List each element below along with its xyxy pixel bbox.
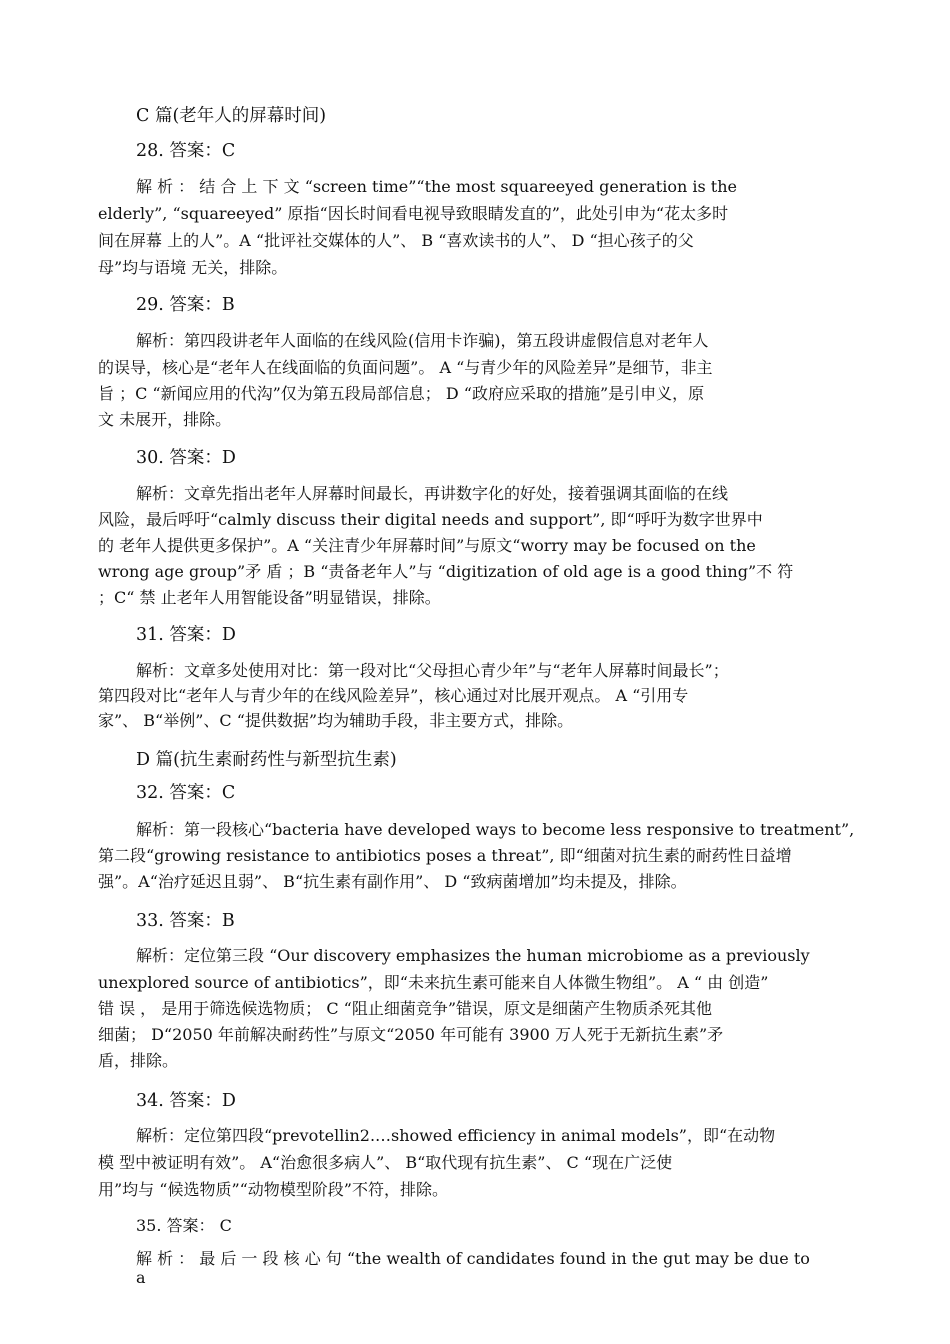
explanation-33-line-2: unexplored source of antibiotics”，即“未来抗生素可能来自人体微生物组”。 A “ 由 创造” [98, 973, 769, 992]
explanation-33-line-5: 盾，排除。 [98, 1051, 179, 1070]
explanation-33-line-1: 解析：定位第三段 “Our discovery emphasizes the human microbiome as a previously [136, 946, 810, 965]
section-title-c: C 篇(老年人的屏幕时间) [136, 106, 327, 126]
explanation-31-line-2: 第四段对比“老年人与青少年的在线风险差异”，核心通过对比展开观点。 A “引用专 [98, 686, 689, 705]
explanation-31-line-3: 家”、 B“举例”、C “提供数据”均为辅助手段，非主要方式，排除。 [98, 711, 574, 730]
answer-32: 32. 答案：C [136, 783, 236, 803]
explanation-30-line-4: wrong age group”矛 盾 ；B “责备老年人”与 “digitization of old age is a good thing”不 符 [98, 562, 794, 581]
explanation-31-line-1: 解析：文章多处使用对比：第一段对比“父母担心青少年”与“老年人屏幕时间最长”； [136, 661, 729, 680]
explanation-29-line-4: 文 未展开，排除。 [98, 410, 232, 429]
answer-29: 29. 答案：B [136, 295, 235, 315]
explanation-30-line-1: 解析：文章先指出老年人屏幕时间最长，再讲数字化的好处，接着强调其面临的在线 [136, 484, 729, 503]
explanation-29-line-2: 的误导，核心是“老年人在线面临的负面问题”。 A “与青少年的风险差异”是细节，非主 [98, 358, 713, 377]
explanation-32-line-1: 解析：第一段核心“bacteria have developed ways to become less responsive to treatment”, [136, 820, 855, 839]
explanation-28-line-4: 母”均与语境 无关，排除。 [98, 258, 288, 277]
explanation-33-line-4: 细菌； D“2050 年前解决耐药性”与原文“2050 年可能有 3900 万人死于无新抗生素”矛 [98, 1025, 724, 1044]
section-title-d: D 篇(抗生素耐药性与新型抗生素) [136, 750, 397, 770]
explanation-30-line-3: 的 老年人提供更多保护”。A “关注青少年屏幕时间”与原文“worry may be focused on the [98, 536, 756, 555]
explanation-28-line-2: elderly”, “squareeyed” 原指“因长时间看电视导致眼睛发直的”，此处引申为“花太多时 [98, 204, 729, 223]
explanation-33-line-3: 错 误 ， 是用于筛选候选物质； C “阻止细菌竞争”错误，原文是细菌产生物质杀死其他 [98, 999, 713, 1018]
answer-30: 30. 答案：D [136, 448, 236, 468]
explanation-28-line-3: 间在屏幕 上的人”。A “批评社交媒体的人”、 B “喜欢读书的人”、 D “担心孩子的父 [98, 231, 694, 250]
answer-33: 33. 答案：B [136, 911, 235, 931]
explanation-29-line-1: 解析：第四段讲老年人面临的在线风险(信用卡诈骗)，第五段讲虚假信息对老年人 [136, 331, 709, 350]
explanation-32-line-3: 强”。A“治疗延迟且弱”、 B“抗生素有副作用”、 D “致病菌增加”均未提及，排除。 [98, 872, 687, 891]
answer-28: 28. 答案：C [136, 141, 236, 161]
explanation-35-line-2: a [136, 1268, 146, 1287]
explanation-28-line-1: 解 析 ： 结 合 上 下 文 “screen time”“the most squareeyed generation is the [136, 177, 737, 196]
explanation-34-line-3: 用”均与 “候选物质”“动物模型阶段”不符，排除。 [98, 1180, 448, 1199]
explanation-30-line-2: 风险，最后呼吁“calmly discuss their digital needs and support”, 即“呼吁为数字世界中 [98, 510, 763, 529]
explanation-29-line-3: 旨 ；C “新闻应用的代沟”仅为第五段局部信息； D “政府应采取的措施”是引申义，原 [98, 384, 705, 403]
explanation-34-line-2: 模 型中被证明有效”。 A“治愈很多病人”、 B“取代现有抗生素”、 C “现在广泛使 [98, 1153, 673, 1172]
answer-35: 35. 答案： C [136, 1216, 232, 1235]
answer-31: 31. 答案：D [136, 625, 236, 645]
explanation-34-line-1: 解析：定位第四段“prevotellin2.…showed efficiency in animal models”，即“在动物 [136, 1126, 776, 1145]
answer-34: 34. 答案：D [136, 1091, 236, 1111]
explanation-30-line-5: ；C“ 禁 止老年人用智能设备”明显错误，排除。 [98, 588, 441, 607]
explanation-32-line-2: 第二段“growing resistance to antibiotics poses a threat”, 即“细菌对抗生素的耐药性日益增 [98, 846, 792, 865]
explanation-35-line-1: 解 析 ： 最 后 一 段 核 心 句 “the wealth of candidates found in the gut may be due to [136, 1249, 810, 1268]
